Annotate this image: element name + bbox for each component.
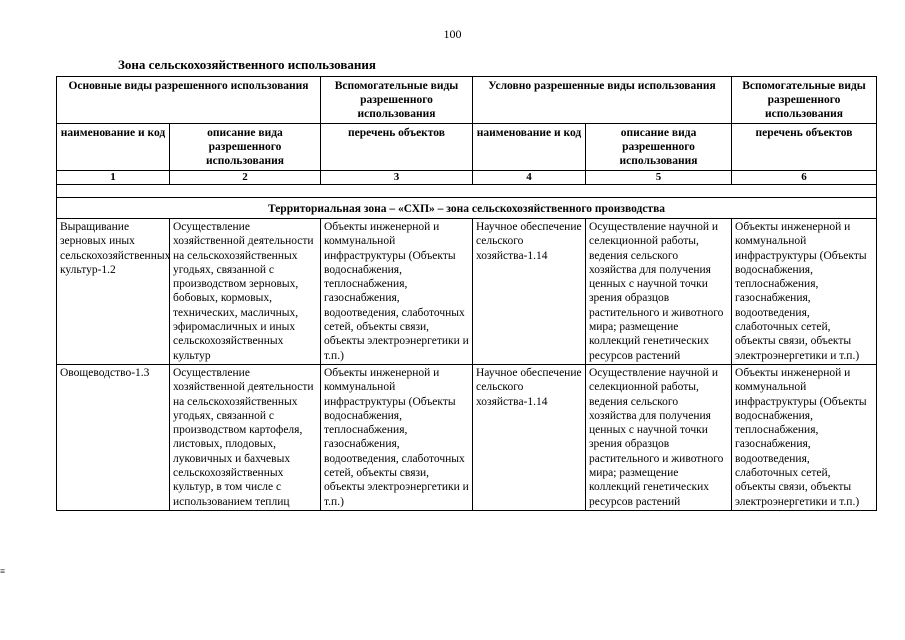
group-header-row [57, 77, 877, 124]
column-number-row [57, 171, 877, 185]
cell-description: Осуществление хозяйственной деятельности на сельскохозяйственных угодьях, связанной с производством зерновых, бобовых, кормовых, технических, масличных, эфиромасличных и иных сельскохозяйственных культур [170, 219, 321, 365]
cell-name-code: Выращивание зерновых иных сельскохозяйственных культур-1.2 [57, 219, 170, 365]
header-main-uses: Основные виды разрешенного использования [57, 77, 321, 124]
table-row [57, 364, 877, 510]
sub-header-row [57, 124, 877, 171]
column-number: 1 [57, 171, 170, 185]
scan-edge-mark: ≡ [0, 566, 6, 576]
cell-description: Осуществление хозяйственной деятельности на сельскохозяйственных угодьях, связанной с производством картофеля, листовых, плодовых, луковичных и бахчевых сельскохозяйственных культур, в том числе с использованием теплиц [170, 364, 321, 510]
cell-cond-description: Осуществление научной и селекционной работы, ведения сельского хозяйства для получения ценных с научной точки зрения образцов растительного и животного мира; размещение коллекций генетических ресурсов растений [586, 364, 732, 510]
cell-cond-description: Осуществление научной и селекционной работы, ведения сельского хозяйства для получения ценных с научной точки зрения образцов растительного и животного мира; размещение коллекций генетических ресурсов растений [586, 219, 732, 365]
header-conditional-aux-uses: Вспомогательные виды разрешенного использования [732, 77, 877, 124]
column-number: 2 [170, 171, 321, 185]
column-number: 4 [473, 171, 586, 185]
cell-cond-aux-objects: Объекты инженерной и коммунальной инфраструктуры (Объекты водоснабжения, теплоснабжения, газоснабжения, водоотведения, слаботочных сетей, объекты связи, объекты электроэнергетики и т.п.) [732, 219, 877, 365]
column-number: 3 [321, 171, 473, 185]
zone-heading: Территориальная зона – «СХП» – зона сельскохозяйственного производства [57, 198, 877, 219]
table-row [57, 219, 877, 365]
page-number: 100 [443, 27, 462, 41]
cell-cond-name-code: Научное обеспечение сельского хозяйства-1.14 [473, 219, 586, 365]
header-aux-uses: Вспомогательные виды разрешенного использования [321, 77, 473, 124]
spacer-row [57, 185, 877, 198]
subheader-description: описание вида разрешенного использования [170, 124, 321, 171]
subheader-cond-objects: перечень объектов [732, 124, 877, 171]
header-conditional-uses: Условно разрешенные виды использования [473, 77, 732, 124]
column-number: 5 [586, 171, 732, 185]
spacer-cell [57, 185, 877, 198]
subheader-cond-description: описание вида разрешенного использования [586, 124, 732, 171]
zone-title: Зона сельскохозяйственного использования [118, 57, 376, 72]
cell-aux-objects: Объекты инженерной и коммунальной инфраструктуры (Объекты водоснабжения, теплоснабжения, газоснабжения, водоотведения, слаботочных сетей, объекты связи, объекты электроэнергетики и т.п.) [321, 364, 473, 510]
column-number: 6 [732, 171, 877, 185]
zone-heading-row [57, 198, 877, 219]
subheader-name-code: наименование и код [57, 124, 170, 171]
cell-aux-objects: Объекты инженерной и коммунальной инфраструктуры (Объекты водоснабжения, теплоснабжения, газоснабжения, водоотведения, слаботочных сетей, объекты связи, объекты электроэнергетики и т.п.) [321, 219, 473, 365]
cell-name-code: Овощеводство-1.3 [57, 364, 170, 510]
cell-cond-aux-objects: Объекты инженерной и коммунальной инфраструктуры (Объекты водоснабжения, теплоснабжения, газоснабжения, водоотведения, слаботочных сетей, объекты связи, объекты электроэнергетики и т.п.) [732, 364, 877, 510]
land-use-table [56, 76, 877, 511]
subheader-objects: перечень объектов [321, 124, 473, 171]
subheader-cond-name-code: наименование и код [473, 124, 586, 171]
cell-cond-name-code: Научное обеспечение сельского хозяйства-1.14 [473, 364, 586, 510]
